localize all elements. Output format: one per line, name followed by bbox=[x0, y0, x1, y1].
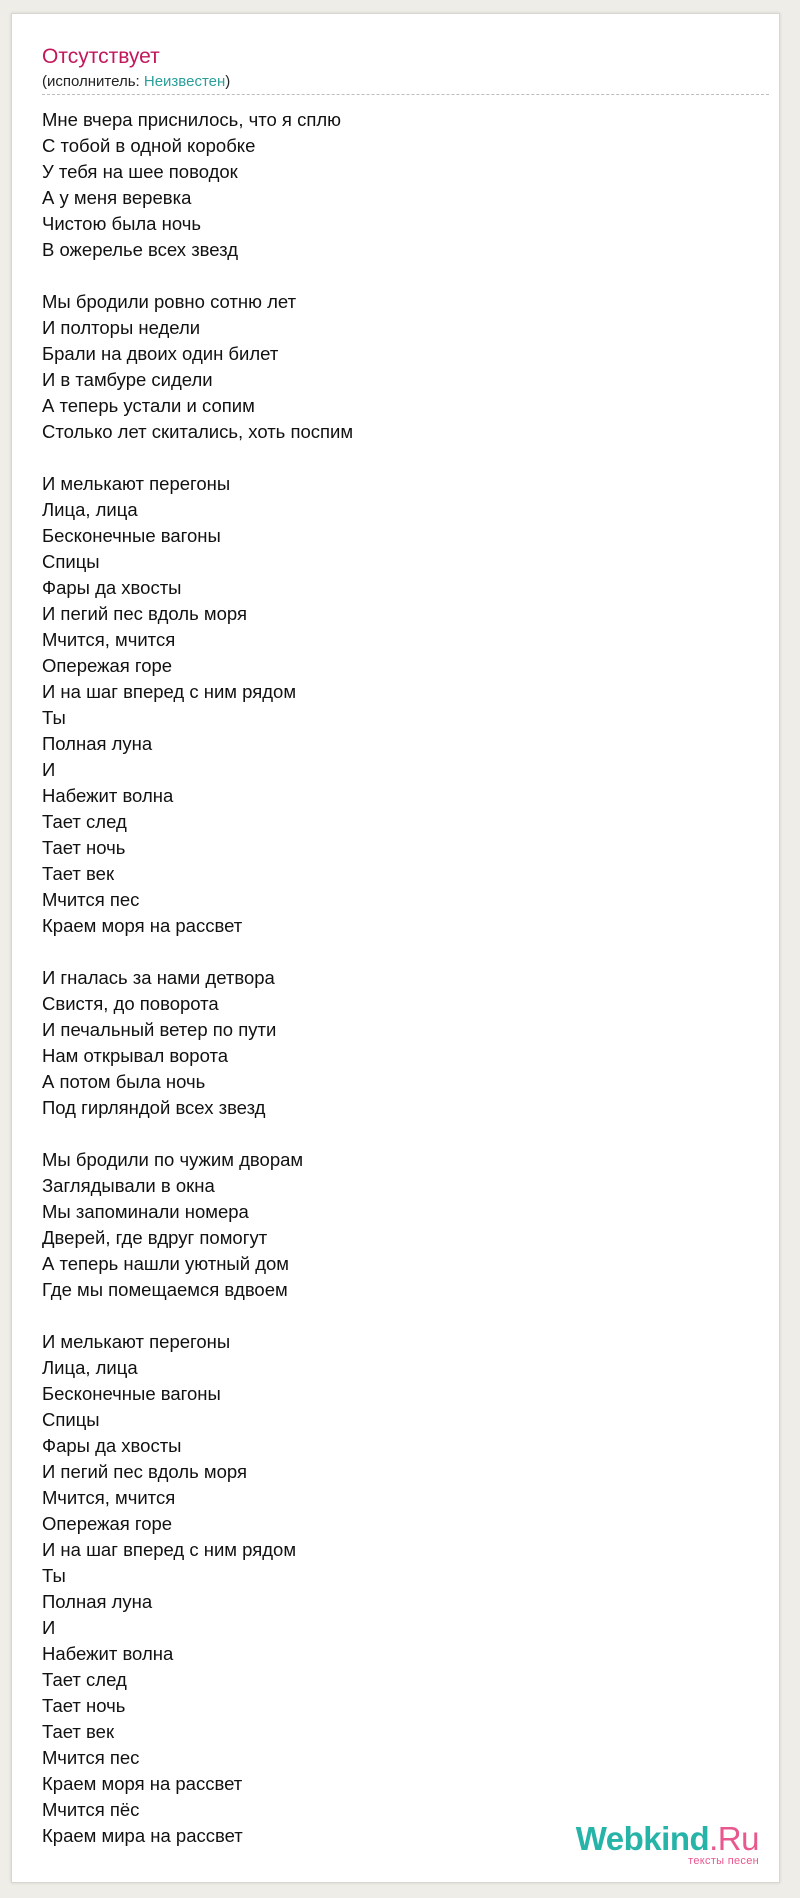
lyric-line: Фары да хвосты bbox=[42, 577, 182, 598]
lyric-line: Опережая горе bbox=[42, 1513, 173, 1534]
lyric-line: С тобой в одной коробке bbox=[42, 135, 256, 156]
lyric-line: И пегий пес вдоль моря bbox=[42, 1461, 247, 1482]
song-title: Отсутствует bbox=[42, 45, 160, 68]
site-logo[interactable] bbox=[559, 1816, 759, 1876]
lyric-line: Чистою была ночь bbox=[42, 213, 201, 234]
lyrics-stanza bbox=[42, 1147, 742, 1303]
lyric-line: И на шаг вперед с ним рядом bbox=[42, 681, 297, 702]
logo-tld: .Ru bbox=[709, 1820, 759, 1857]
lyric-line: Набежит волна bbox=[42, 1643, 174, 1664]
lyric-line: Ты bbox=[42, 707, 66, 728]
logo-name: Webkind bbox=[575, 1820, 710, 1857]
lyric-line: Краем моря на рассвет bbox=[42, 1773, 243, 1794]
lyric-line: Мчится, мчится bbox=[42, 1487, 176, 1508]
lyric-line: Тает век bbox=[42, 1721, 115, 1742]
artist-suffix: ) bbox=[225, 73, 231, 90]
lyric-line: Тает ночь bbox=[42, 1695, 126, 1716]
lyric-line: Спицы bbox=[42, 551, 100, 572]
lyric-line: Набежит волна bbox=[42, 785, 174, 806]
lyric-line: Свистя, до поворота bbox=[42, 993, 219, 1014]
lyric-line: Тает век bbox=[42, 863, 115, 884]
lyric-line: И bbox=[42, 1617, 56, 1638]
artist-prefix: (исполнитель: bbox=[42, 73, 144, 90]
lyrics-card bbox=[11, 13, 780, 1883]
lyric-line: Мчится пёс bbox=[42, 1799, 140, 1820]
lyric-line: Мы бродили по чужим дворам bbox=[42, 1149, 304, 1170]
lyric-line: Мчится пес bbox=[42, 889, 140, 910]
lyrics-stanza bbox=[42, 1329, 742, 1849]
lyric-line: И мелькают перегоны bbox=[42, 1331, 231, 1352]
lyric-line: Полная луна bbox=[42, 733, 153, 754]
lyric-line: А теперь устали и сопим bbox=[42, 395, 255, 416]
lyric-line: Полная луна bbox=[42, 1591, 153, 1612]
lyric-line: И гналась за нами детвора bbox=[42, 967, 275, 988]
lyric-line: И мелькают перегоны bbox=[42, 473, 231, 494]
artist-link[interactable]: Неизвестен bbox=[143, 73, 226, 90]
lyric-line: Бесконечные вагоны bbox=[42, 525, 221, 546]
lyric-line: Бесконечные вагоны bbox=[42, 1383, 221, 1404]
lyrics-stanza bbox=[42, 965, 742, 1121]
lyric-line: Фары да хвосты bbox=[42, 1435, 182, 1456]
lyric-line: У тебя на шее поводок bbox=[42, 161, 238, 182]
lyric-line: Мы бродили ровно сотню лет bbox=[42, 291, 297, 312]
lyric-line: А у меня веревка bbox=[42, 187, 192, 208]
lyric-line: Брали на двоих один билет bbox=[42, 343, 279, 364]
lyrics-stanza bbox=[42, 471, 742, 939]
lyric-line: И печальный ветер по пути bbox=[42, 1019, 277, 1040]
lyric-line: Опережая горе bbox=[42, 655, 173, 676]
lyric-line: Где мы помещаемся вдвоем bbox=[42, 1279, 288, 1300]
lyric-line: Под гирляндой всех звезд bbox=[42, 1097, 266, 1118]
lyric-line: В ожерелье всех звезд bbox=[42, 239, 239, 260]
lyric-line: Лица, лица bbox=[42, 499, 138, 520]
lyric-line: Нам открывал ворота bbox=[42, 1045, 229, 1066]
lyric-line: Заглядывали в окна bbox=[42, 1175, 215, 1196]
lyric-line: Краем мира на рассвет bbox=[42, 1825, 243, 1846]
lyric-line: И на шаг вперед с ним рядом bbox=[42, 1539, 297, 1560]
lyric-line: Мчится пес bbox=[42, 1747, 140, 1768]
lyric-line: И полторы недели bbox=[42, 317, 201, 338]
lyric-line: И в тамбуре сидели bbox=[42, 369, 213, 390]
lyric-line: Тает след bbox=[42, 1669, 127, 1690]
lyric-line: А теперь нашли уютный дом bbox=[42, 1253, 290, 1274]
lyric-line: Ты bbox=[42, 1565, 66, 1586]
lyrics-stanza bbox=[42, 289, 742, 445]
logo-wordmark bbox=[576, 1820, 759, 1858]
lyric-line: Мчится, мчится bbox=[42, 629, 176, 650]
artist-line bbox=[42, 73, 230, 91]
lyric-line: Мне вчера приснилось, что я сплю bbox=[42, 109, 342, 130]
lyric-line: Мы запоминали номера bbox=[42, 1201, 249, 1222]
lyric-line: Краем моря на рассвет bbox=[42, 915, 243, 936]
lyrics-stanza bbox=[42, 107, 742, 263]
logo-tagline: тексты песен bbox=[688, 1855, 759, 1867]
title-divider bbox=[42, 94, 769, 95]
lyric-line: Лица, лица bbox=[42, 1357, 138, 1378]
lyric-line: И пегий пес вдоль моря bbox=[42, 603, 247, 624]
lyric-line: А потом была ночь bbox=[42, 1071, 206, 1092]
lyric-line: Спицы bbox=[42, 1409, 100, 1430]
lyric-line: И bbox=[42, 759, 56, 780]
lyric-line: Тает ночь bbox=[42, 837, 126, 858]
lyric-line: Тает след bbox=[42, 811, 127, 832]
lyric-line: Дверей, где вдруг помогут bbox=[42, 1227, 268, 1248]
lyric-line: Столько лет скитались, хоть поспим bbox=[42, 421, 354, 442]
lyrics-text bbox=[42, 107, 742, 1849]
